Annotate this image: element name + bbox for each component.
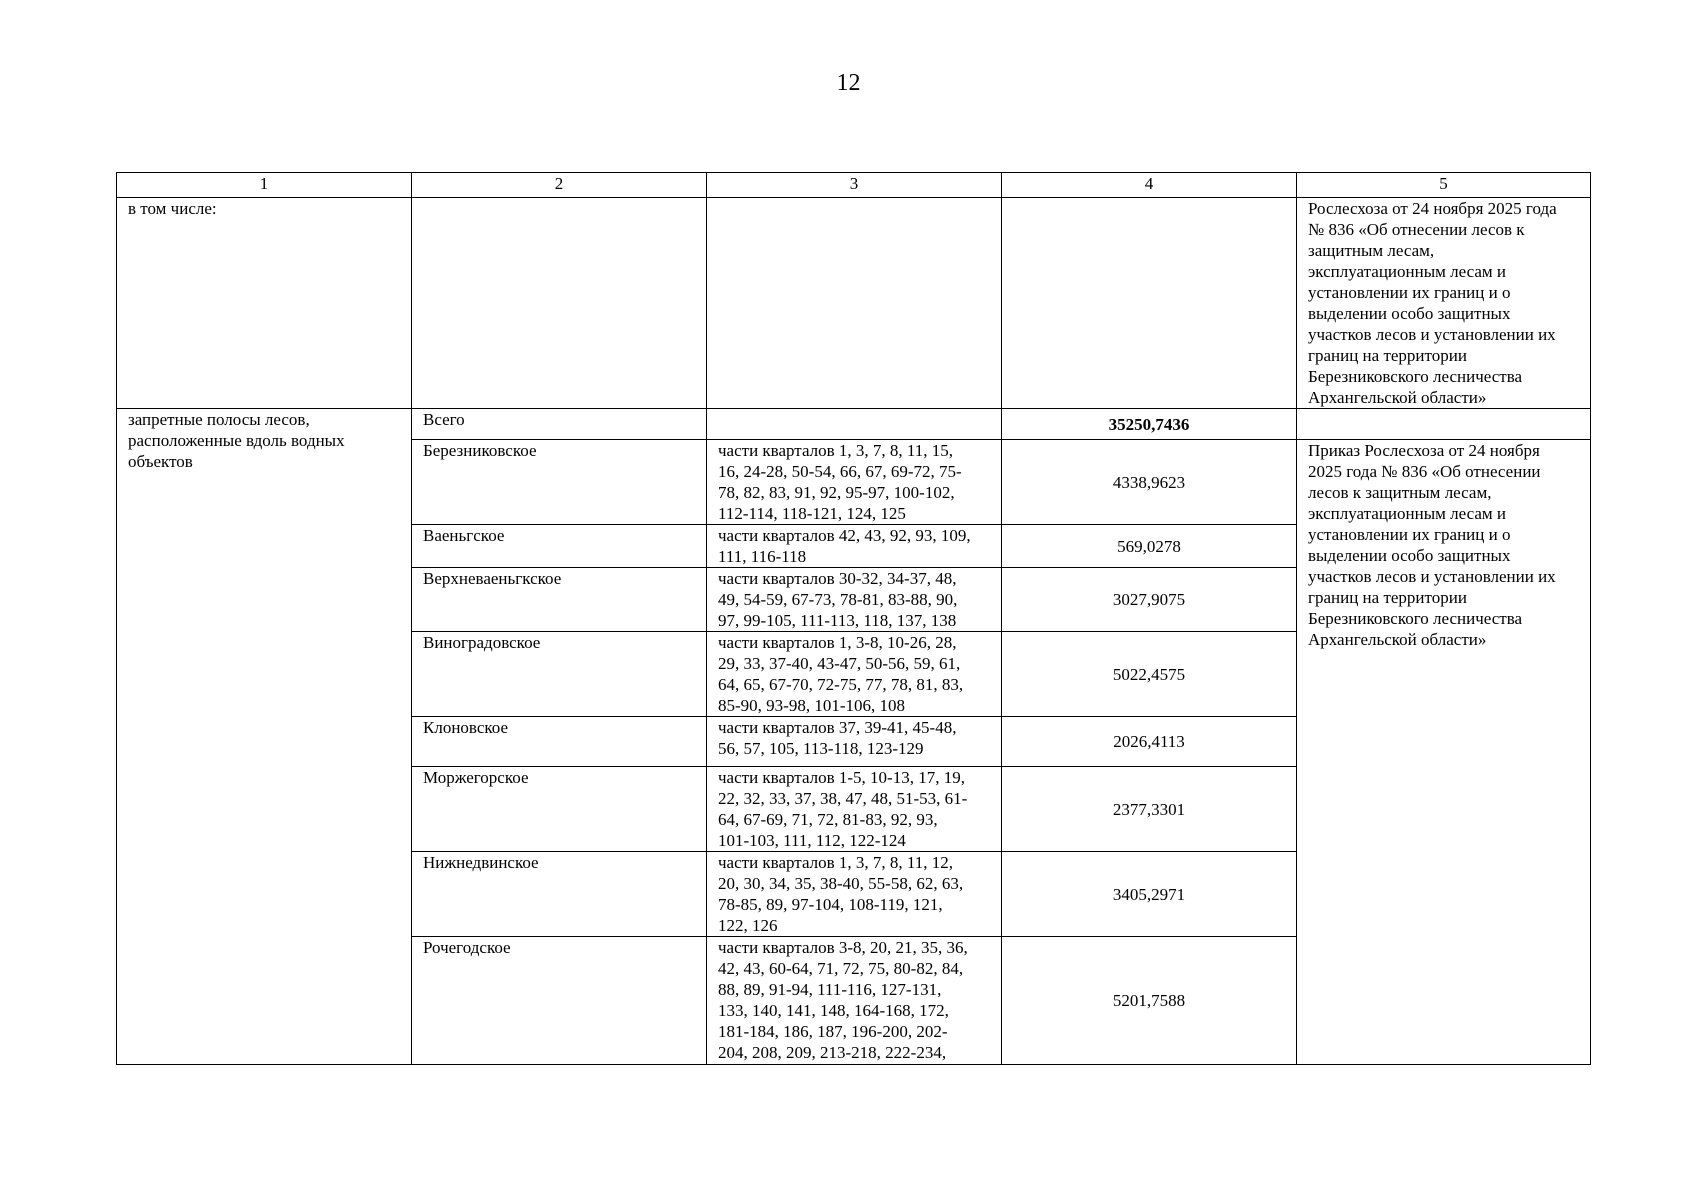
area-value: 3027,9075 [1002,568,1297,632]
empty-cell [1297,409,1591,440]
column-number: 3 [707,173,1002,198]
area-value: 5022,4575 [1002,632,1297,717]
forestry-name: Ваеньгское [412,525,707,568]
quarters-list: части кварталов 1, 3, 7, 8, 11, 15, 16, 24-28, 50-54, 66, 67, 69-72, 75- 78, 82, 83, 91, 92, 95-97, 100-102, 112-114, 118-121, 124, 125 [707,440,1002,525]
table-row-total [117,409,1591,440]
area-value: 4338,9623 [1002,440,1297,525]
page-number: 12 [836,70,861,96]
column-number: 2 [412,173,707,198]
area-value: 569,0278 [1002,525,1297,568]
empty-cell [1002,198,1297,409]
forestry-name: Нижнедвинское [412,852,707,937]
table-row-intro [117,198,1591,409]
forestry-name: Березниковское [412,440,707,525]
quarters-list: части кварталов 37, 39-41, 45-48, 56, 57, 105, 113-118, 123-129 [707,717,1002,767]
forestry-name: Моржегорское [412,767,707,852]
area-value: 2026,4113 [1002,717,1297,767]
column-number: 5 [1297,173,1591,198]
legal-document-cell: Рослесхоза от 24 ноября 2025 года № 836 «Об отнесении лесов к защитным лесам, эксплуатационным лесам и установлении их границ и о выделении особо защитных участков лесов и установлении их границ на территории Березниковского лесничества Архангельской области» [1297,198,1591,409]
category-label: запретные полосы лесов, расположенные вдоль водных объектов [117,409,412,1065]
quarters-list: части кварталов 3-8, 20, 21, 35, 36, 42, 43, 60-64, 71, 72, 75, 80-82, 84, 88, 89, 91-94, 111-116, 127-131, 133, 140, 141, 148, 164-168, 172, 181-184, 186, 187, 196-200, 202- 204, 208, 209, 213-218, 222-234, [707,937,1002,1065]
quarters-list: части кварталов 1, 3-8, 10-26, 28, 29, 33, 37-40, 43-47, 50-56, 59, 61, 64, 65, 67-70, 72-75, 77, 78, 81, 83, 85-90, 93-98, 101-106, 108 [707,632,1002,717]
quarters-list: части кварталов 1, 3, 7, 8, 11, 12, 20, 30, 34, 35, 38-40, 55-58, 62, 63, 78-85, 89, 97-104, 108-119, 121, 122, 126 [707,852,1002,937]
forestry-name: Рочегодское [412,937,707,1065]
area-value: 2377,3301 [1002,767,1297,852]
forestry-name: Клоновское [412,717,707,767]
table-header-row [117,173,1591,198]
quarters-list: части кварталов 42, 43, 92, 93, 109, 111, 116-118 [707,525,1002,568]
legal-document-cell: Приказ Рослесхоза от 24 ноября 2025 года № 836 «Об отнесении лесов к защитным лесам, эксплуатационным лесам и установлении их границ и о выделении особо защитных участков лесов и установлении их границ на территории Березниковского лесничества Архангельской области» [1297,440,1591,1065]
forestry-name: Верхневаеньгкское [412,568,707,632]
empty-cell [412,198,707,409]
forest-protection-table [116,172,1591,1065]
total-label: Всего [412,409,707,440]
empty-cell [707,198,1002,409]
area-value: 5201,7588 [1002,937,1297,1065]
total-area-value: 35250,7436 [1002,409,1297,440]
intro-label: в том числе: [117,198,412,409]
quarters-list: части кварталов 1-5, 10-13, 17, 19, 22, 32, 33, 37, 38, 47, 48, 51-53, 61- 64, 67-69, 71, 72, 81-83, 92, 93, 101-103, 111, 112, 122-124 [707,767,1002,852]
empty-cell [707,409,1002,440]
forestry-name: Виноградовское [412,632,707,717]
area-value: 3405,2971 [1002,852,1297,937]
column-number: 1 [117,173,412,198]
quarters-list: части кварталов 30-32, 34-37, 48, 49, 54-59, 67-73, 78-81, 83-88, 90, 97, 99-105, 111-113, 118, 137, 138 [707,568,1002,632]
column-number: 4 [1002,173,1297,198]
